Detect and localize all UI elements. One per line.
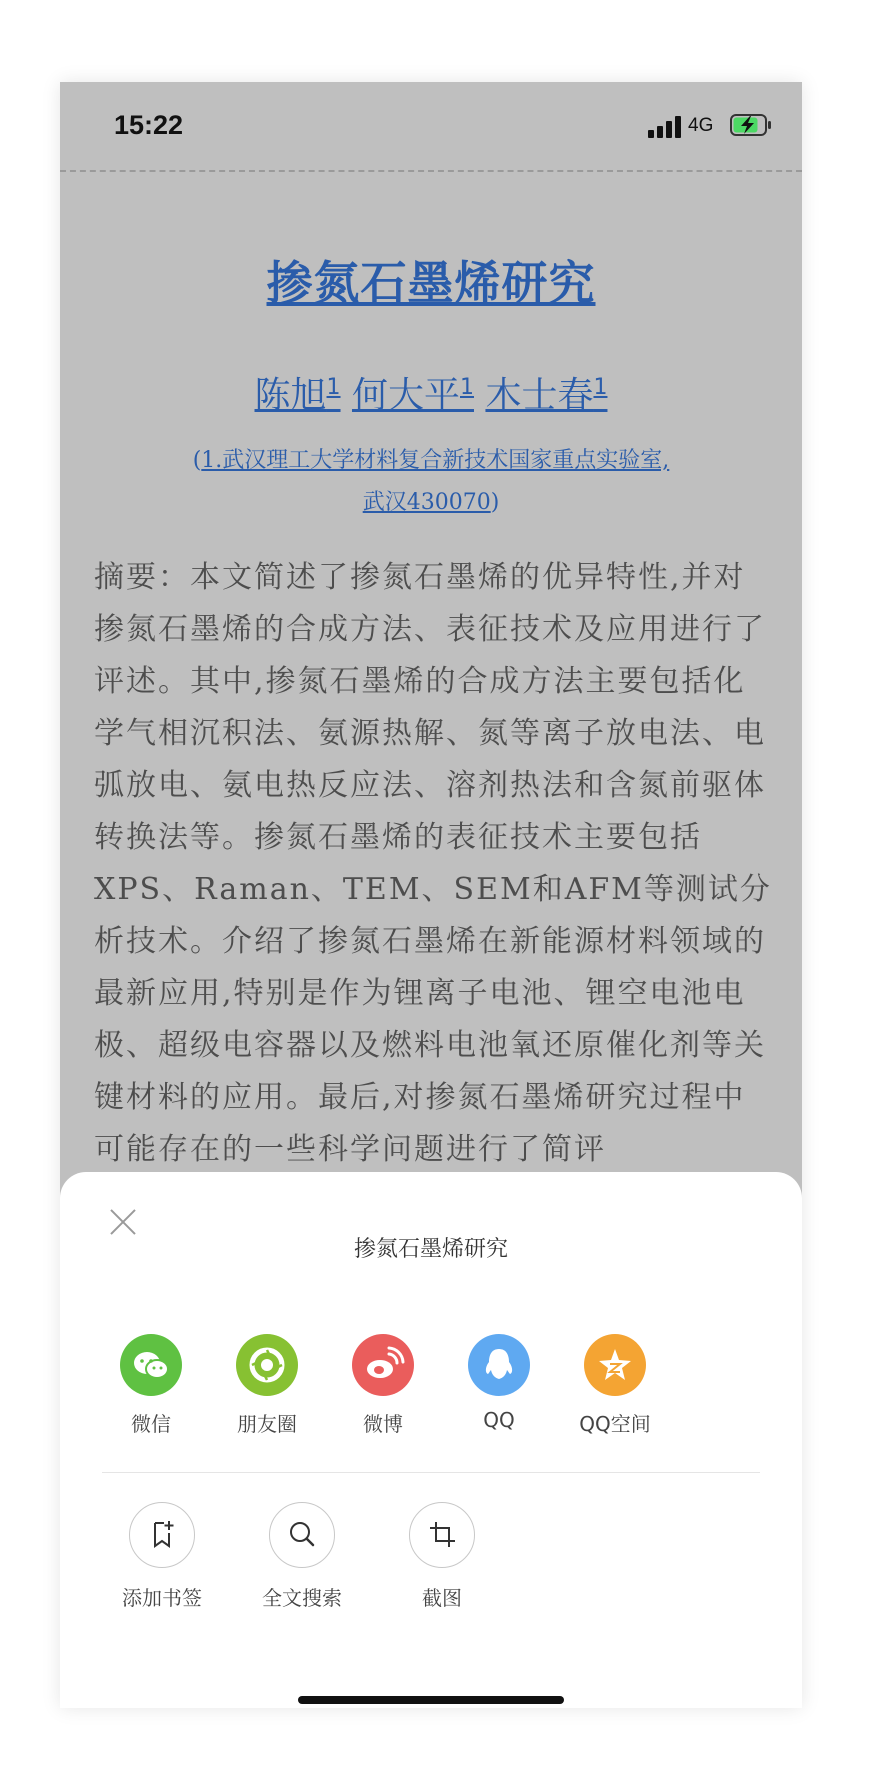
share-wechat-label: 微信 bbox=[131, 1412, 171, 1436]
affiliation-paren-open: ( bbox=[192, 448, 202, 473]
affiliation-paren-close: ) bbox=[490, 490, 500, 515]
moments-icon bbox=[236, 1334, 298, 1396]
author-name: 何大平 bbox=[351, 375, 460, 416]
share-weibo-button[interactable] bbox=[333, 1334, 433, 1437]
fulltext-search-button[interactable] bbox=[242, 1502, 362, 1611]
share-qzone-button[interactable] bbox=[565, 1334, 665, 1437]
author-sup: 1 bbox=[593, 375, 608, 400]
battery-charging-icon bbox=[730, 114, 772, 136]
author-sup: 1 bbox=[460, 375, 474, 400]
author-link[interactable] bbox=[485, 375, 607, 416]
signal-bars-icon bbox=[648, 116, 684, 138]
share-wechat-button[interactable] bbox=[101, 1334, 201, 1437]
share-moments-button[interactable] bbox=[217, 1334, 317, 1437]
affiliation-link[interactable]: 1.武汉理工大学材料复合新技术国家重点实验室, bbox=[201, 448, 670, 473]
weibo-icon bbox=[352, 1334, 414, 1396]
qq-icon bbox=[468, 1334, 530, 1396]
author-name: 木士春 bbox=[485, 375, 594, 416]
dashed-divider bbox=[60, 170, 802, 172]
search-icon bbox=[269, 1502, 335, 1568]
share-qzone-label: QQ空间 bbox=[579, 1412, 651, 1436]
author-list bbox=[60, 367, 802, 418]
author-sup: 1 bbox=[326, 375, 341, 400]
screenshot-button[interactable] bbox=[382, 1502, 502, 1611]
article-title[interactable]: 掺氮石墨烯研究 bbox=[266, 256, 596, 310]
qzone-icon bbox=[584, 1334, 646, 1396]
abstract-text: 摘要：本文简述了掺氮石墨烯的优异特性,并对掺氮石墨烯的合成方法、表征技术及应用进行了评述。其中,掺氮石墨烯的合成方法主要包括化学气相沉积法、氨源热解、氮等离子放电法、电弧放电、氨电热反应法、溶剂热法和含氮前驱体转换法等。掺氮石墨烯的表征技术主要包括XPS、Raman、TEM、SEM和AFM等测试分析技术。介绍了掺氮石墨烯在新能源材料领域的最新应用,特别是作为锂离子电池、锂空电池电极、超级电容器以及燃料电池氧还原催化剂等关键材料的应用。最后,对掺氮石墨烯研究过程中可能存在的一些科学问题进行了简评 bbox=[94, 560, 772, 1167]
status-bar bbox=[60, 82, 802, 170]
affiliation-city-link[interactable]: 武汉430070 bbox=[362, 490, 491, 515]
share-moments-label: 朋友圈 bbox=[237, 1412, 297, 1436]
add-bookmark-button[interactable] bbox=[102, 1502, 222, 1611]
crop-icon bbox=[409, 1502, 475, 1568]
share-weibo-label: 微博 bbox=[363, 1412, 403, 1436]
share-qq-label: QQ bbox=[483, 1408, 515, 1432]
phone-screen bbox=[60, 82, 802, 1708]
affiliation bbox=[120, 440, 742, 524]
wechat-icon bbox=[120, 1334, 182, 1396]
share-qq-button[interactable] bbox=[449, 1334, 549, 1432]
author-link[interactable] bbox=[352, 375, 474, 416]
share-sheet bbox=[60, 1172, 802, 1708]
home-indicator[interactable] bbox=[298, 1696, 564, 1704]
network-type: 4G bbox=[688, 115, 714, 136]
share-sheet-title: 掺氮石墨烯研究 bbox=[353, 1237, 508, 1262]
fulltext-search-label: 全文搜索 bbox=[262, 1586, 342, 1610]
sheet-divider bbox=[102, 1472, 760, 1473]
author-link[interactable] bbox=[255, 375, 341, 416]
status-time: 15:22 bbox=[114, 110, 184, 140]
screenshot-label: 截图 bbox=[422, 1586, 462, 1610]
add-bookmark-label: 添加书签 bbox=[122, 1586, 202, 1610]
author-name: 陈旭 bbox=[254, 375, 327, 416]
add-bookmark-icon bbox=[129, 1502, 195, 1568]
